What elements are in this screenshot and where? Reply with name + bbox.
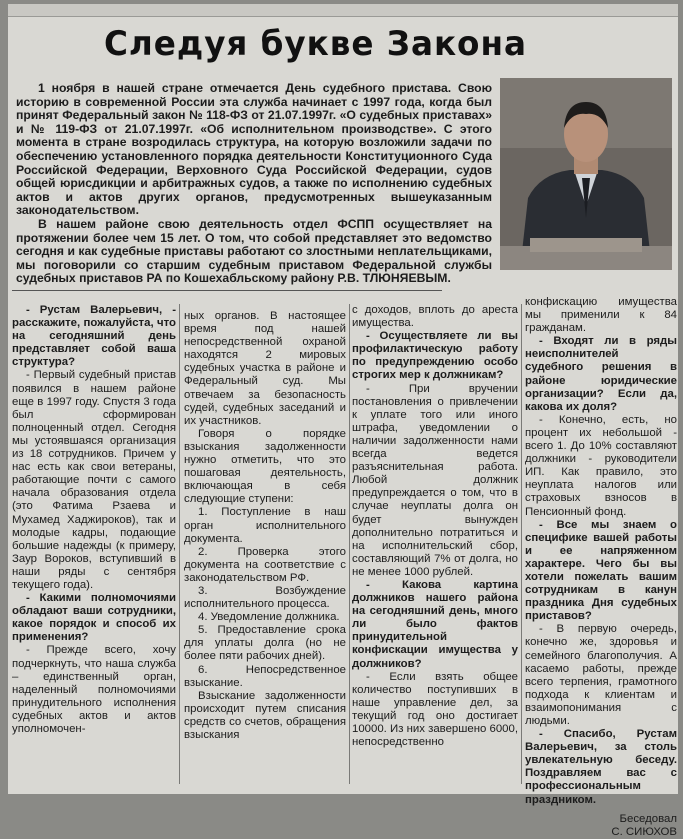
question-paragraph: - Осуществляете ли вы профилактическую работу по предупреждению особо строгих мер к должникам? [352,330,518,382]
answer-paragraph: ных органов. В настоящее время под нашей непосредственной охраной находятся 2 мировых судебных участка в районе и Федеральный суд. Мы отвечаем за безопасность судей, судебных заседаний и их участников. [184,310,346,427]
lead-paragraph-2: В нашем районе свою деятельность отдел ФСПП осуществляет на протяжении более чем 15 лет. О том, что собой представляет это ведомство сегодня и как судебные приставы работают со злостными неплательщиками, мы поговорили со старшим судебным приставом Федеральной службы судебных приставов РА по Кошехабльскому району Р.В. ТЛЮНЯЕВЫМ. [16,216,492,286]
column-separator [179,304,180,784]
question-paragraph: - Спасибо, Рустам Валерьевич, за столь увлекательную беседу. Поздравляем вас с профессиональным праздником. [525,728,677,806]
question-paragraph: - Входят ли в ряды неисполнителей судебного решения в районе юридические организации? Если да, какова их доля? [525,335,677,413]
list-item: 4. Уведомление должника. [198,611,340,624]
answer-paragraph: - В первую очередь, конечно же, здоровья и семейного благополучия. А касаемо работы, прежде всего терпения, грамотного подхода к клиентам и взаимопонимания с людьми. [525,623,677,727]
answer-paragraph: конфискацию имущества мы применили к 84 гражданам. [525,296,677,335]
list-item: 6. Непосредственное взыскание. [184,663,346,689]
answer-paragraph: - При вручении постановления о привлечении к уплате того или иного штрафа, уведомлении о наличии задолженности нами всегда ведется разъяснительная работа. Любой должник предупреждается о том, что в случае неуплаты долга он будет вынужден дополнительно потратиться и на исполнительский сбор, составляющий 7% от долга, но не менее 1000 рублей. [352,382,518,578]
question-paragraph: - Какими полномочиями обладают ваши сотрудники, какое порядок и способ их применения? [12,592,176,644]
column-4 [525,296,677,839]
list-item: 1. Поступление в наш орган исполнительного документа. [184,506,346,545]
column-2 [184,310,346,742]
list-item: 5. Предоставление срока для уплаты долга (но не более пяти рабочих дней). [184,624,346,663]
portrait-image [500,78,672,270]
answer-paragraph: - Если взять общее количество поступивших в наше управление дел, за текущий год оно достигает 10000. Из них завершено 6000, непосредственно [352,670,519,749]
newspaper-page [8,4,678,838]
answer-paragraph: Говоря о порядке взыскания задолженности нужно отметить, что это пошаговая деятельность, включающая в себя следующие ступени: [184,427,346,506]
byline-name: С. СИЮХОВ [611,825,677,838]
answer-paragraph: - Конечно, есть, но процент их небольшой - всего 1. До 10% составляют должники - руководители ИП. Как правило, это неуплата налогов или страховых взносов в Пенсионный фонд. [525,413,677,518]
lead-paragraph-1: 1 ноября в нашей стране отмечается День судебного пристава. Свою историю в современной России эта служба начинает с 1997 года, когда был принят Федеральный закон № 118-ФЗ от 21.07.1997г. «О судебных приставах» и № 119-ФЗ от 21.07.1997г. «Об исполнительном производстве». С этого момента в стране возродилась структура, на которую возложили задачи по обеспечению установленного порядка деятельности Конституционного Суда Российской Федерации, Верховного Суда Российской Федерации, судов общей юрисдикции и арбитражных судов, а также по исполнению судебных актов и актов других органов, предусмотренных вышеуказанным законодательством. [16,81,492,218]
portrait-photo [500,78,672,270]
column-1 [12,304,176,736]
question-paragraph: - Какова картина должников нашего района на сегодняшний день, много ли было фактов принудительной конфискации имущества у должников? [352,578,518,670]
article-title: Следуя букве Закона [104,24,527,64]
column-3 [352,304,518,749]
answer-paragraph: - Прежде всего, хочу подчеркнуть, что наша служба – единственный орган, наделенный полномочиями принудительного исполнения судебных актов и актов уполномочен- [12,644,176,735]
answer-paragraph: Взыскание задолженности происходит путем списания средств со счетов, обращения взыскания [184,689,346,741]
list-item: 2. Проверка этого документа на соответствие с законодательством РФ. [184,545,346,584]
list-item: 3. Возбуждение исполнительного процесса. [184,584,346,611]
question-paragraph: - Рустам Валерьевич, - расскажите, пожалуйста, что на сегодняшний день представляет собой ваша структура? [12,304,176,369]
divider-line [12,290,442,291]
byline-label: Беседовал [619,812,677,825]
question-paragraph: - Все мы знаем о специфике вашей работы и ее напряженном характере. Чего бы вы хотели пожелать вашим сотрудникам в канун праздника Дня судебных приставов? [525,518,677,623]
column-separator [349,304,350,784]
previous-page-strip [8,4,678,17]
answer-paragraph: - Первый судебный пристав появился в нашем районе еще в 1997 году. Спустя 3 года был сформирован полноценный отдел. Сегодня мы устоявшаяся организация из 18 сотрудников. Причем у нас есть как свои ветераны, работающие почти с самого начала образования отдела (это Фатима Рзаева и Мухамед Хаджироков), так и молодые кадры, подающие большие надежды (к примеру, Заур Вороков, вступивший в наши ряды с сентября текущего года). [12,369,176,591]
column-separator [521,304,522,784]
answer-paragraph: с доходов, вплоть до ареста имущества. [352,304,518,330]
article-lead [16,82,492,286]
